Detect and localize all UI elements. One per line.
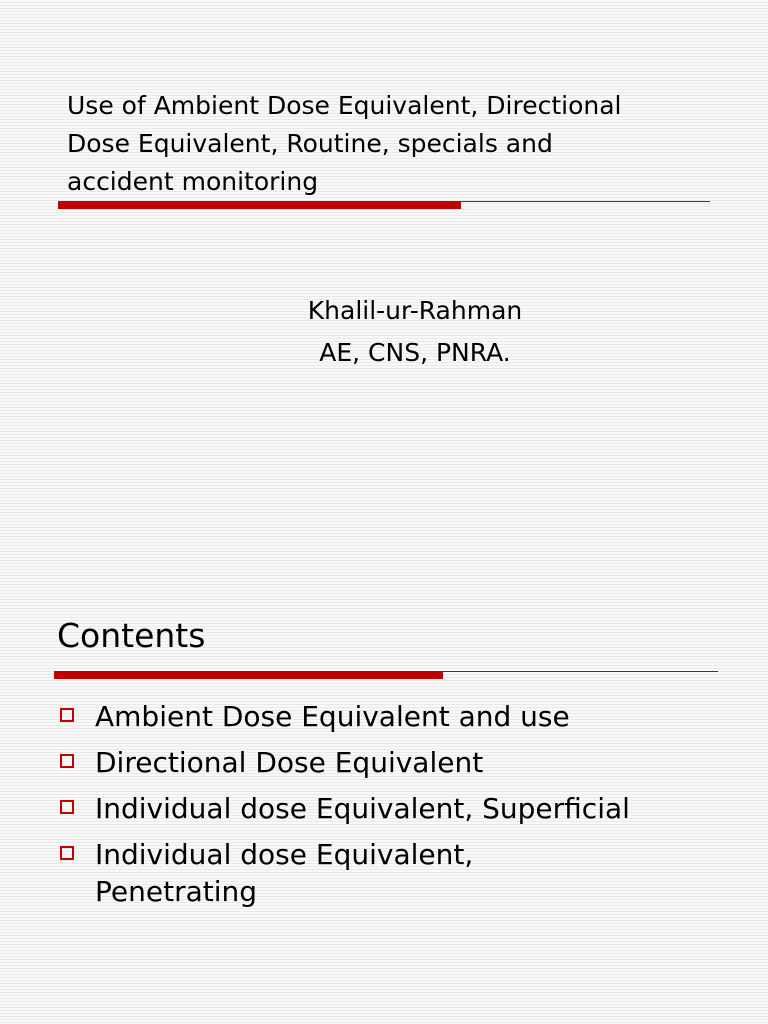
list-item [58,698,748,735]
hollow-square-icon [60,754,74,768]
list-item-text: Directional Dose Equivalent [95,746,484,779]
list-item [58,836,748,910]
hollow-square-icon [60,846,74,860]
contents-slide [0,560,768,1024]
list-item-text: Individual dose Equivalent, Penetrating [95,838,474,908]
slide-title: Use of Ambient Dose Equivalent, Directional Dose Equivalent, Routine, specials and accident monitoring [67,91,622,196]
author-name: Khalil-ur-Rahman [307,296,523,325]
list-item [58,790,748,827]
contents-title: Contents [57,616,206,655]
contents-underline-thick [54,671,443,679]
title-underline-thick [58,201,461,209]
list-item-text: Ambient Dose Equivalent and use [95,700,570,733]
contents-list [58,698,748,919]
hollow-square-icon [60,708,74,722]
hollow-square-icon [60,800,74,814]
list-item [58,744,748,781]
author-affiliation: AE, CNS, PNRA. [319,338,511,367]
author-block [0,290,768,374]
list-item-text: Individual dose Equivalent, Superficial [95,792,630,825]
